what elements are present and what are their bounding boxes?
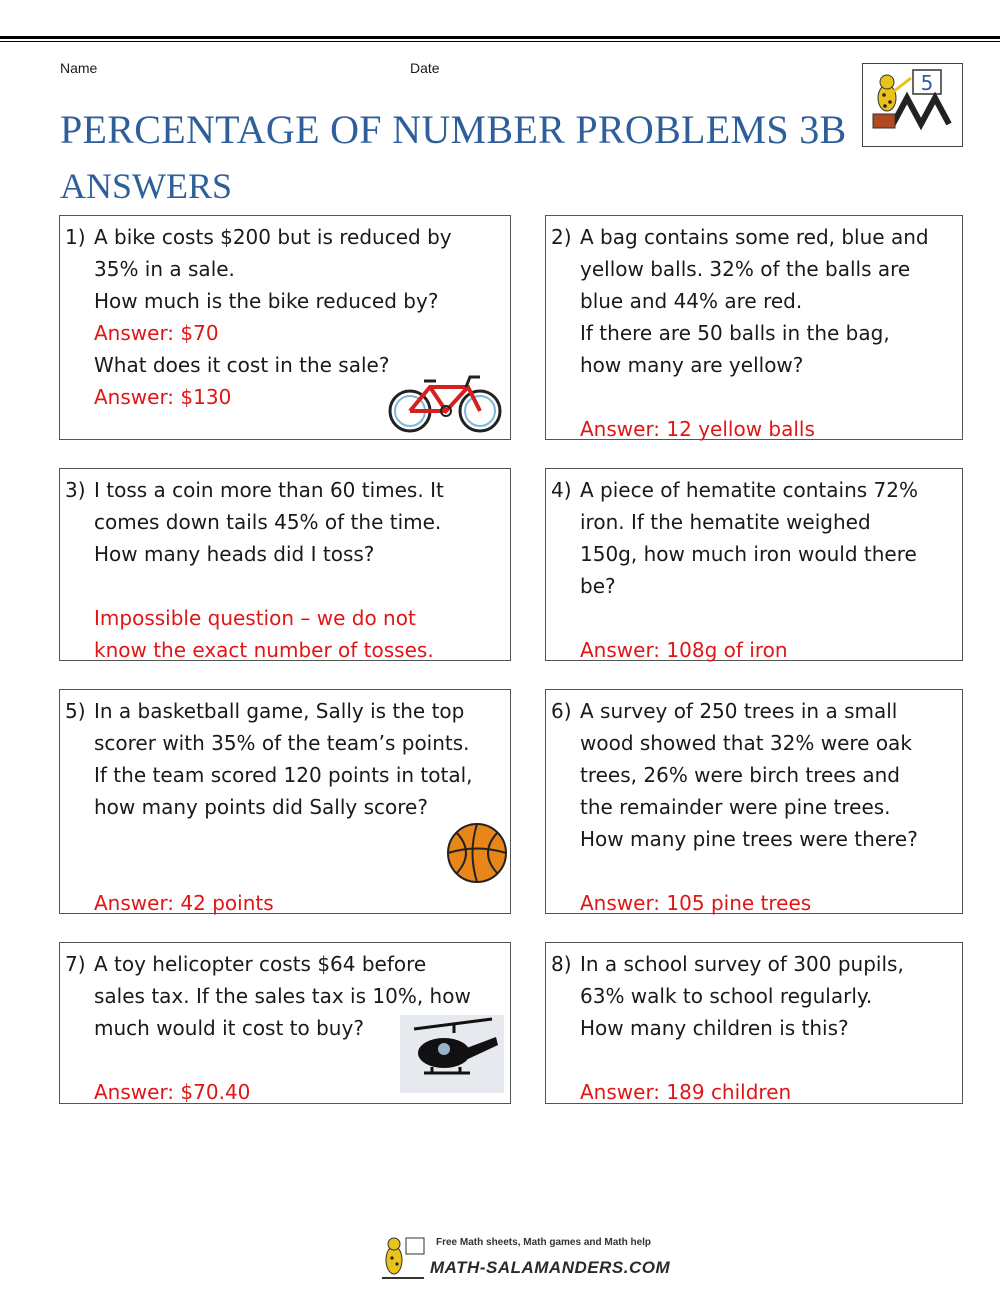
date-label: Date <box>410 60 440 76</box>
problem-line: A toy helicopter costs $64 before <box>94 952 427 976</box>
problem-number: 8) <box>551 952 572 976</box>
name-label: Name <box>60 60 98 76</box>
problem-line: wood showed that 32% were oak <box>580 731 912 755</box>
basketball-icon <box>446 822 508 884</box>
problem-line: iron. If the hematite weighed <box>580 510 871 534</box>
problem-line: comes down tails 45% of the time. <box>94 510 442 534</box>
problem-line: how many points did Sally score? <box>94 795 428 819</box>
problem-line: I toss a coin more than 60 times. It <box>94 478 444 502</box>
header-rule <box>0 36 1000 42</box>
problem-box-5 <box>59 689 511 914</box>
problem-line: 63% walk to school regularly. <box>580 984 873 1008</box>
problem-number: 5) <box>65 699 86 723</box>
grade-number: 5 <box>920 71 934 95</box>
problem-box-4 <box>545 468 963 661</box>
problem-line: How many heads did I toss? <box>94 542 375 566</box>
problem-box-6 <box>545 689 963 914</box>
problem-number: 6) <box>551 699 572 723</box>
problem-line: scorer with 35% of the team’s points. <box>94 731 470 755</box>
problem-number: 7) <box>65 952 86 976</box>
problem-line: 35% in a sale. <box>94 257 235 281</box>
footer-salamander-icon <box>378 1234 428 1282</box>
footer-tagline: Free Math sheets, Math games and Math help <box>436 1237 652 1248</box>
salamander-icon <box>863 64 962 146</box>
footer-site-link[interactable]: MATH-SALAMANDERS.COM <box>430 1258 671 1277</box>
problem-line: In a basketball game, Sally is the top <box>94 699 465 723</box>
answer-text: Answer: 105 pine trees <box>580 891 812 915</box>
problem-line: If there are 50 balls in the bag, <box>580 321 890 345</box>
problem-line: How many children is this? <box>580 1016 849 1040</box>
answer-text: Impossible question – we do not <box>94 606 416 630</box>
problem-line: If the team scored 120 points in total, <box>94 763 473 787</box>
answer-text: Answer: 189 children <box>580 1080 792 1104</box>
problem-line: blue and 44% are red. <box>580 289 803 313</box>
page-subtitle: ANSWERS <box>60 166 233 206</box>
problem-line: A survey of 250 trees in a small <box>580 699 898 723</box>
problem-box-1 <box>59 215 511 440</box>
problem-box-7 <box>59 942 511 1104</box>
problem-line: A piece of hematite contains 72% <box>580 478 918 502</box>
answer-text: know the exact number of tosses. <box>94 638 434 662</box>
problem-line: much would it cost to buy? <box>94 1016 364 1040</box>
problem-box-2 <box>545 215 963 440</box>
problem-number: 1) <box>65 225 86 249</box>
answer-text: Answer: $70.40 <box>94 1080 251 1104</box>
problem-line: the remainder were pine trees. <box>580 795 891 819</box>
problem-line: A bag contains some red, blue and <box>580 225 929 249</box>
answer-text: Answer: 12 yellow balls <box>580 417 815 441</box>
problem-number: 4) <box>551 478 572 502</box>
bicycle-icon <box>386 373 506 435</box>
problem-line: trees, 26% were birch trees and <box>580 763 900 787</box>
answer-text: Answer: 108g of iron <box>580 638 788 662</box>
answer-text: Answer: 42 points <box>94 891 274 915</box>
grade-logo <box>862 63 963 147</box>
problem-line: be? <box>580 574 616 598</box>
problem-box-3 <box>59 468 511 661</box>
problem-line: How much is the bike reduced by? <box>94 289 439 313</box>
problem-line: In a school survey of 300 pupils, <box>580 952 904 976</box>
problem-box-8 <box>545 942 963 1104</box>
problem-number: 3) <box>65 478 86 502</box>
problem-number: 2) <box>551 225 572 249</box>
problem-line: A bike costs $200 but is reduced by <box>94 225 452 249</box>
problem-line: sales tax. If the sales tax is 10%, how <box>94 984 471 1008</box>
problem-line: how many are yellow? <box>580 353 804 377</box>
problem-line: What does it cost in the sale? <box>94 353 390 377</box>
problem-line: How many pine trees were there? <box>580 827 918 851</box>
helicopter-icon <box>400 1015 504 1093</box>
page-title: PERCENTAGE OF NUMBER PROBLEMS 3B <box>60 107 847 152</box>
problem-line: 150g, how much iron would there <box>580 542 917 566</box>
answer-text: Answer: $70 <box>94 321 219 345</box>
answer-text: Answer: $130 <box>94 385 232 409</box>
problem-line: yellow balls. 32% of the balls are <box>580 257 911 281</box>
